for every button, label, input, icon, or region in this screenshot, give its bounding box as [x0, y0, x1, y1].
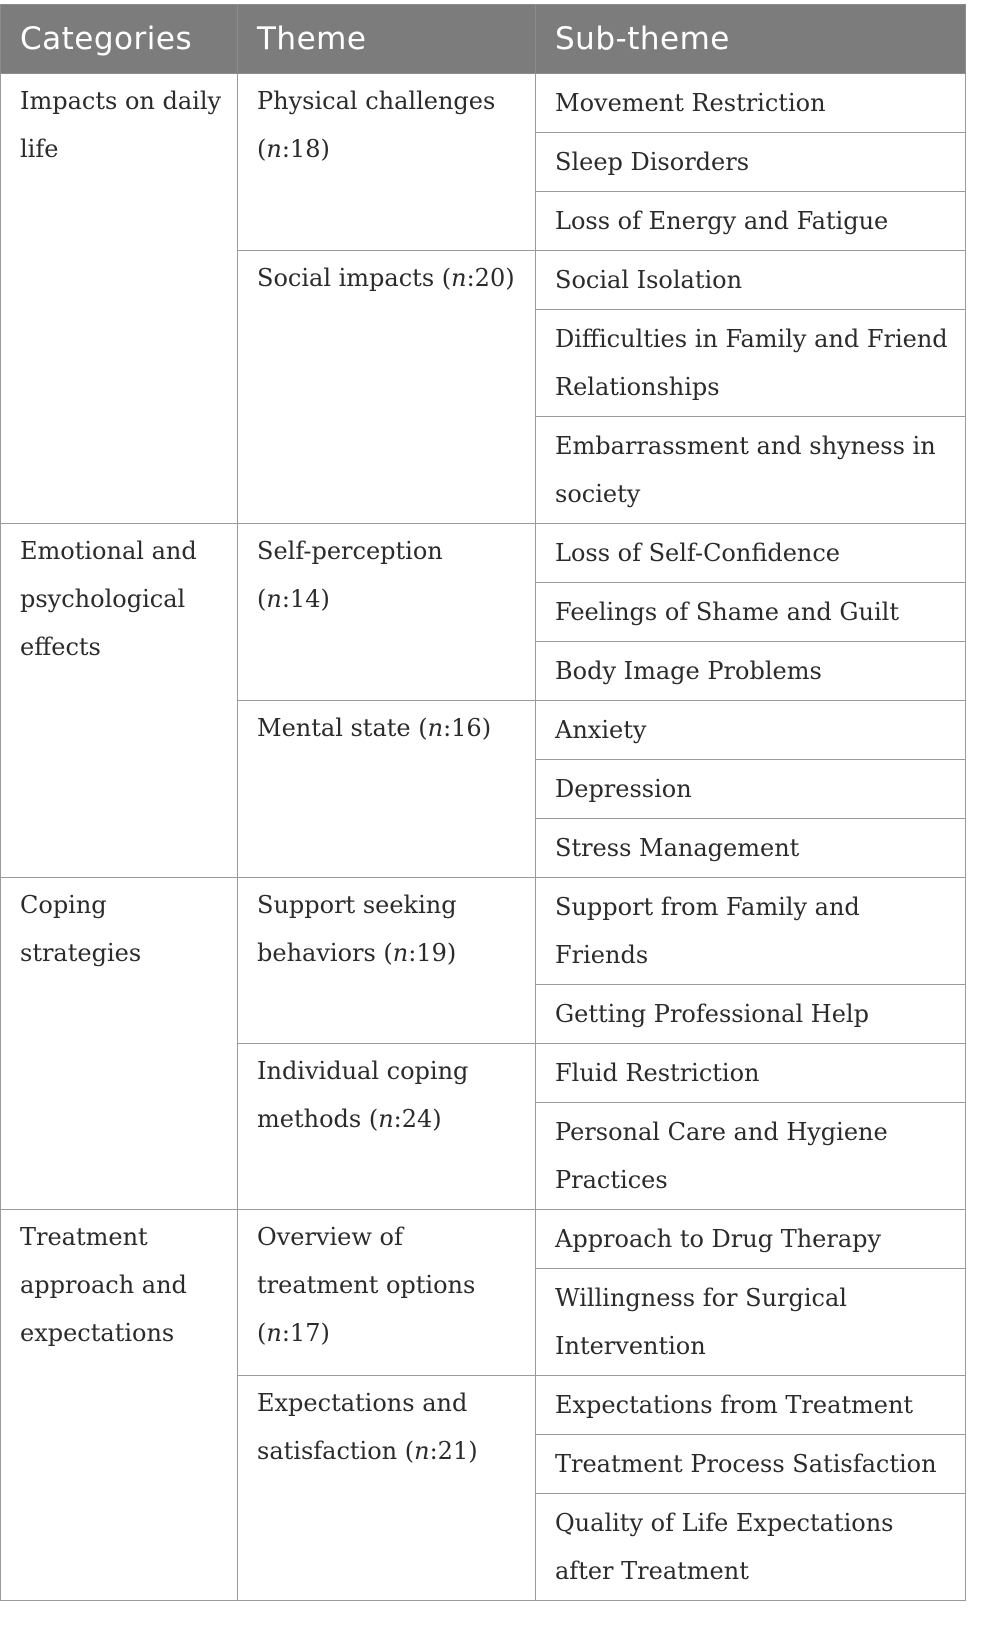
header-theme: Theme [238, 5, 536, 74]
subtheme-cell: Loss of Self-Confidence [536, 524, 966, 583]
theme-cell: Physical challenges (n:18) [238, 74, 536, 251]
header-subtheme: Sub-theme [536, 5, 966, 74]
table-row [1, 878, 966, 985]
subtheme-cell: Quality of Life Expectations after Treatment [536, 1494, 966, 1601]
theme-cell: Mental state (n:16) [238, 701, 536, 878]
subtheme-cell: Loss of Energy and Fatigue [536, 192, 966, 251]
subtheme-cell: Depression [536, 760, 966, 819]
subtheme-cell: Sleep Disorders [536, 133, 966, 192]
category-cell: Impacts on daily life [1, 74, 238, 524]
subtheme-cell: Treatment Process Satisfaction [536, 1435, 966, 1494]
theme-cell: Social impacts (n:20) [238, 251, 536, 524]
theme-cell: Overview of treatment options (n:17) [238, 1210, 536, 1376]
subtheme-cell: Body Image Problems [536, 642, 966, 701]
theme-cell: Self-perception (n:14) [238, 524, 536, 701]
theme-cell: Individual coping methods (n:24) [238, 1044, 536, 1210]
subtheme-cell: Stress Management [536, 819, 966, 878]
subtheme-cell: Movement Restriction [536, 74, 966, 133]
subtheme-cell: Social Isolation [536, 251, 966, 310]
subtheme-cell: Expectations from Treatment [536, 1376, 966, 1435]
category-cell: Treatment approach and expectations [1, 1210, 238, 1601]
header-categories: Categories [1, 5, 238, 74]
subtheme-cell: Feelings of Shame and Guilt [536, 583, 966, 642]
subtheme-cell: Fluid Restriction [536, 1044, 966, 1103]
category-cell: Emotional and psychological effects [1, 524, 238, 878]
category-cell: Coping strategies [1, 878, 238, 1210]
table-row [1, 74, 966, 133]
subtheme-cell: Support from Family and Friends [536, 878, 966, 985]
header-row [1, 5, 966, 74]
subtheme-cell: Difficulties in Family and Friend Relationships [536, 310, 966, 417]
subtheme-cell: Approach to Drug Therapy [536, 1210, 966, 1269]
theme-cell: Expectations and satisfaction (n:21) [238, 1376, 536, 1601]
subtheme-cell: Embarrassment and shyness in society [536, 417, 966, 524]
table-row [1, 524, 966, 583]
subtheme-cell: Getting Professional Help [536, 985, 966, 1044]
subtheme-cell: Personal Care and Hygiene Practices [536, 1103, 966, 1210]
subtheme-cell: Willingness for Surgical Intervention [536, 1269, 966, 1376]
theme-cell: Support seeking behaviors (n:19) [238, 878, 536, 1044]
themes-table [0, 4, 966, 1601]
table-row [1, 1210, 966, 1269]
subtheme-cell: Anxiety [536, 701, 966, 760]
